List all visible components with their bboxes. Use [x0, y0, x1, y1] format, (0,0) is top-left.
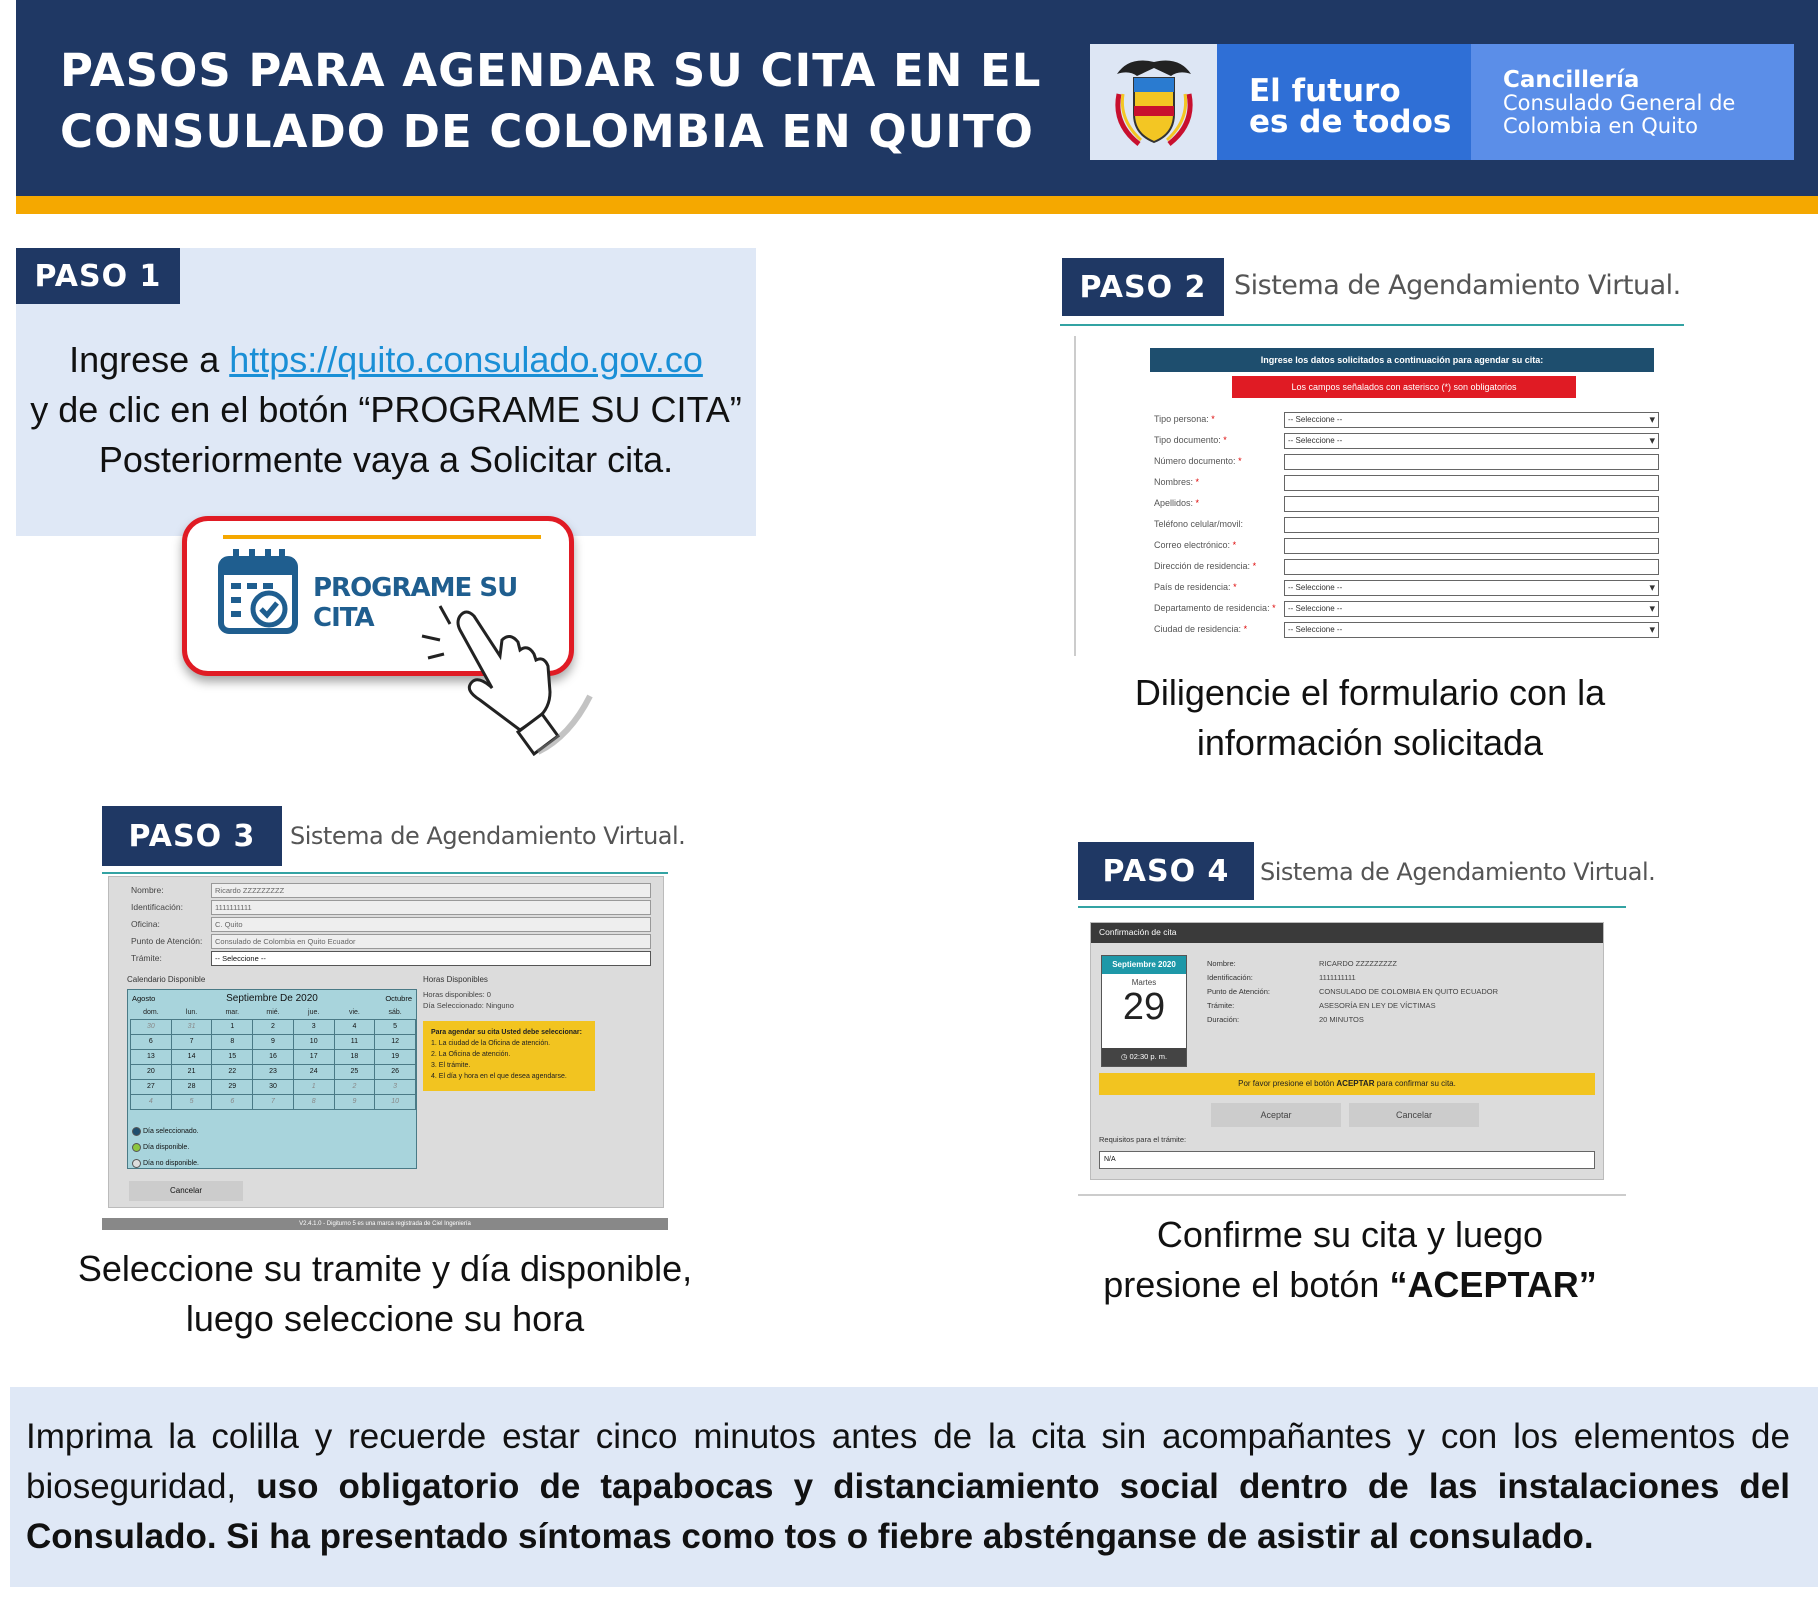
- accept-button[interactable]: Aceptar: [1211, 1103, 1341, 1127]
- paso4-cancel-button[interactable]: Cancelar: [1349, 1103, 1479, 1127]
- form-row: [1154, 559, 1664, 575]
- confirmation-value: ASESORÍA EN LEY DE VÍCTIMAS: [1319, 1001, 1436, 1010]
- form-input[interactable]: [1284, 517, 1659, 533]
- paso3-row: Trámite: -- Seleccione --: [131, 951, 671, 966]
- form-field-label: Tipo persona: *: [1154, 414, 1215, 424]
- hours-title: Horas Disponibles: [423, 975, 488, 984]
- form-row: [1154, 412, 1664, 428]
- paso3-row: Oficina: C. Quito: [131, 917, 671, 932]
- form-row: [1154, 580, 1664, 596]
- calendar-day[interactable]: 25: [334, 1064, 375, 1079]
- form-field-label: Tipo documento: *: [1154, 435, 1227, 445]
- programe-button-label: PROGRAME SU CITA: [313, 573, 518, 633]
- calendar-day[interactable]: 3: [293, 1019, 334, 1034]
- form-select[interactable]: -- Seleccione -- ▾: [1284, 601, 1659, 617]
- confirmation-label: Trámite:: [1207, 1001, 1235, 1010]
- paso1-line-3: Posteriormente vaya a Solicitar cita.: [98, 439, 674, 480]
- form-field-label: Ciudad de residencia: *: [1154, 624, 1248, 634]
- calendar-day[interactable]: 1: [212, 1019, 253, 1034]
- paso3-cancel-button[interactable]: Cancelar: [129, 1181, 243, 1201]
- paso3-row: Punto de Atención: Consulado de Colombia en Quito Ecuador: [131, 934, 671, 949]
- form-row: [1154, 454, 1664, 470]
- form-field-label: Correo electrónico: *: [1154, 540, 1237, 550]
- form-field-label: Nombres: *: [1154, 477, 1200, 487]
- calendar-day[interactable]: 29: [212, 1079, 253, 1094]
- paso4-bottom-divider: [1078, 1194, 1626, 1196]
- calendar-month: Septiembre De 2020: [226, 993, 318, 1004]
- paso3-badge: PASO 3: [102, 806, 282, 866]
- calendar-day[interactable]: 30: [131, 1019, 172, 1034]
- calendar-day[interactable]: 30: [253, 1079, 294, 1094]
- calendar-day[interactable]: 5: [171, 1094, 212, 1109]
- paso2-form-screenshot: [1074, 336, 1674, 656]
- form-field-label: Dirección de residencia: *: [1154, 561, 1257, 571]
- next-month-link[interactable]: Octubre: [385, 994, 412, 1003]
- paso3-field[interactable]: Ricardo ZZZZZZZZZ: [211, 883, 651, 898]
- calendar-day[interactable]: 23: [253, 1064, 294, 1079]
- paso4-badge: PASO 4: [1078, 842, 1254, 900]
- form-row: [1154, 538, 1664, 554]
- form-row: [1154, 601, 1664, 617]
- paso3-field[interactable]: Consulado de Colombia en Quito Ecuador: [211, 934, 651, 949]
- calendar-day[interactable]: 18: [334, 1049, 375, 1064]
- calendar-day[interactable]: 12: [375, 1034, 416, 1049]
- paso1-line-2: y de clic en el botón “PROGRAME SU CITA”: [30, 389, 742, 430]
- paso4-divider: [1078, 906, 1626, 908]
- calendar-day[interactable]: 16: [253, 1049, 294, 1064]
- paso3-caption: Seleccione su tramite y día disponible, luego seleccione su hora: [77, 1248, 693, 1339]
- coat-of-arms-icon: [1090, 44, 1217, 160]
- calendar-check-icon: [217, 547, 303, 644]
- confirmation-label: Punto de Atención:: [1207, 987, 1270, 996]
- form-row: [1154, 433, 1664, 449]
- appointment-calendar-icon: Septiembre 2020 Martes 29 ◷ 02:30 p. m.: [1101, 955, 1187, 1067]
- confirmation-label: Identificación:: [1207, 973, 1253, 982]
- calendar-day[interactable]: 4: [131, 1094, 172, 1109]
- paso3-field[interactable]: -- Seleccione --: [211, 951, 651, 966]
- confirm-notice: Por favor presione el botón ACEPTAR para confirmar su cita.: [1099, 1073, 1595, 1095]
- calendar-day[interactable]: 6: [131, 1034, 172, 1049]
- form-select[interactable]: -- Seleccione -- ▾: [1284, 622, 1659, 638]
- government-logo: [1090, 44, 1794, 160]
- prev-month-link[interactable]: Agosto: [132, 994, 156, 1003]
- pointing-hand-icon: [420, 596, 600, 761]
- calendar-day[interactable]: 6: [212, 1094, 253, 1109]
- calendar-day[interactable]: 10: [293, 1034, 334, 1049]
- calendar-title: Calendario Disponible: [127, 975, 206, 984]
- consulate-link[interactable]: https://quito.consulado.gov.co: [229, 339, 703, 380]
- calendar-day[interactable]: 2: [253, 1019, 294, 1034]
- bottom-note-text: Imprima la colilla y recuerde estar cinco minutos antes de la cita sin acompañantes y con los elementos de bioseguridad, uso obligatorio de tapabocas y distanciamiento social dentro de las instalaciones del Consulado. Si ha presentado síntomas como tos o fiebre absténganse de asistir al consulado.: [26, 1417, 1790, 1556]
- confirmation-label: Duración:: [1207, 1015, 1240, 1024]
- paso3-system-title: Sistema de Agendamiento Virtual.: [290, 822, 686, 850]
- instructions-box: Para agendar su cita Usted debe seleccionar: 1. La ciudad de la Oficina de atención. 2. La Oficina de atención. 3. El trámite. 4. El día y hora en el que desea agendarse.: [423, 1021, 595, 1091]
- paso1-badge: PASO 1: [16, 248, 180, 304]
- confirmation-value: CONSULADO DE COLOMBIA EN QUITO ECUADOR: [1319, 987, 1499, 996]
- confirmation-title: Confirmación de cita: [1091, 923, 1603, 943]
- form-row: [1154, 475, 1664, 491]
- paso4-system-title: Sistema de Agendamiento Virtual.: [1260, 858, 1656, 886]
- form-field-label: País de residencia: *: [1154, 582, 1237, 592]
- paso2-divider: [1060, 324, 1684, 326]
- form-header: Ingrese los datos solicitados a continuación para agendar su cita:: [1150, 348, 1654, 372]
- requirements-field[interactable]: N/A: [1099, 1151, 1595, 1169]
- calendar-widget: [127, 989, 417, 1169]
- confirmation-label: Nombre:: [1207, 959, 1236, 968]
- form-field-label: Teléfono celular/movil:: [1154, 519, 1244, 529]
- calendar-day[interactable]: 14: [171, 1049, 212, 1064]
- form-field-label: Apellidos: *: [1154, 498, 1200, 508]
- form-fields: [1144, 412, 1674, 652]
- form-input[interactable]: [1284, 559, 1659, 575]
- calendar-day[interactable]: 21: [171, 1064, 212, 1079]
- calendar-day[interactable]: 15: [212, 1049, 253, 1064]
- calendar-legend: Día seleccionado. Día disponible. Día no disponible.: [132, 1124, 199, 1172]
- calendar-day[interactable]: 8: [212, 1034, 253, 1049]
- paso3-screenshot: [108, 876, 664, 1208]
- paso3-footer: V2.4.1.0 - Digiturno 5 es una marca registrada de Ciel Ingeniería: [102, 1218, 668, 1230]
- calendar-day[interactable]: 7: [253, 1094, 294, 1109]
- calendar-day[interactable]: 19: [375, 1049, 416, 1064]
- hours-info: Horas disponibles: 0 Día Seleccionado: Ninguno: [423, 990, 514, 1010]
- paso3-field[interactable]: C. Quito: [211, 917, 651, 932]
- calendar-day[interactable]: 24: [293, 1064, 334, 1079]
- calendar-day[interactable]: 22: [212, 1064, 253, 1079]
- calendar-day[interactable]: 17: [293, 1049, 334, 1064]
- form-input[interactable]: [1284, 454, 1659, 470]
- title-line-2: CONSULADO DE COLOMBIA EN QUITO: [60, 105, 1034, 158]
- calendar-day[interactable]: 10: [375, 1094, 416, 1109]
- paso4-caption: Confirme su cita y luego presione el botón “ACEPTAR”: [1103, 1214, 1597, 1305]
- calendar-day[interactable]: 4: [334, 1019, 375, 1034]
- form-select[interactable]: -- Seleccione -- ▾: [1284, 580, 1659, 596]
- form-field-label: Número documento: *: [1154, 456, 1242, 466]
- form-select[interactable]: -- Seleccione -- ▾: [1284, 412, 1659, 428]
- paso3-row: Identificación: 1111111111: [131, 900, 671, 915]
- calendar-day[interactable]: 9: [253, 1034, 294, 1049]
- calendar-day[interactable]: 26: [375, 1064, 416, 1079]
- calendar-day[interactable]: 8: [293, 1094, 334, 1109]
- calendar-grid: dom. lun. mar. mié. jue. vie. sáb. 30 31 1 2 3 4 5 6 7 8 9 10 11 12 13 14 15 16 17 18 19 20 21 22 23 24 25 26 27 28 29 30 1 2 3 4 5 6 7 8 9 10: [130, 1006, 416, 1110]
- paso4-screenshot: [1090, 922, 1604, 1180]
- confirmation-value: 20 MINUTOS: [1319, 1015, 1364, 1024]
- calendar-day[interactable]: 2: [334, 1079, 375, 1094]
- form-row: [1154, 496, 1664, 512]
- calendar-day[interactable]: 7: [171, 1034, 212, 1049]
- calendar-day[interactable]: 9: [334, 1094, 375, 1109]
- form-input[interactable]: [1284, 496, 1659, 512]
- form-input[interactable]: [1284, 538, 1659, 554]
- form-select[interactable]: -- Seleccione -- ▾: [1284, 433, 1659, 449]
- paso2-badge: PASO 2: [1062, 258, 1224, 316]
- form-row: [1154, 517, 1664, 533]
- calendar-day[interactable]: 11: [334, 1034, 375, 1049]
- confirmation-value: 1111111111: [1319, 973, 1356, 982]
- paso2-system-title: Sistema de Agendamiento Virtual.: [1234, 270, 1681, 301]
- paso2-caption: Diligencie el formulario con la información solicitada: [1134, 672, 1606, 763]
- calendar-day[interactable]: 3: [375, 1079, 416, 1094]
- calendar-day[interactable]: 1: [293, 1079, 334, 1094]
- requirements-label: Requisitos para el trámite:: [1099, 1135, 1187, 1144]
- calendar-day[interactable]: 31: [171, 1019, 212, 1034]
- paso3-row: Nombre: Ricardo ZZZZZZZZZ: [131, 883, 671, 898]
- calendar-day[interactable]: 13: [131, 1049, 172, 1064]
- form-row: [1154, 622, 1664, 638]
- paso3-divider: [102, 872, 668, 874]
- logo-consulate-name: Cancillería Consulado General de Colombia en Quito: [1471, 44, 1794, 160]
- page-title: [60, 40, 1060, 162]
- form-input[interactable]: [1284, 475, 1659, 491]
- form-field-label: Departamento de residencia: *: [1154, 603, 1276, 613]
- confirmation-value: RICARDO ZZZZZZZZZ: [1319, 959, 1397, 968]
- calendar-day[interactable]: 5: [375, 1019, 416, 1034]
- header-accent-bar: [16, 196, 1818, 214]
- calendar-day[interactable]: 20: [131, 1064, 172, 1079]
- title-line-1: PASOS PARA AGENDAR SU CITA EN EL: [60, 44, 1042, 97]
- logo-slogan: El futuro es de todos: [1217, 44, 1471, 160]
- paso3-field[interactable]: 1111111111: [211, 900, 651, 915]
- calendar-day[interactable]: 28: [171, 1079, 212, 1094]
- calendar-day[interactable]: 27: [131, 1079, 172, 1094]
- paso1-instructions: Ingrese a https://quito.consulado.gov.co y de clic en el botón “PROGRAME SU CITA” Posteriormente vaya a Solicitar cita.: [16, 335, 756, 485]
- form-warning: Los campos señalados con asterisco (*) son obligatorios: [1232, 376, 1576, 398]
